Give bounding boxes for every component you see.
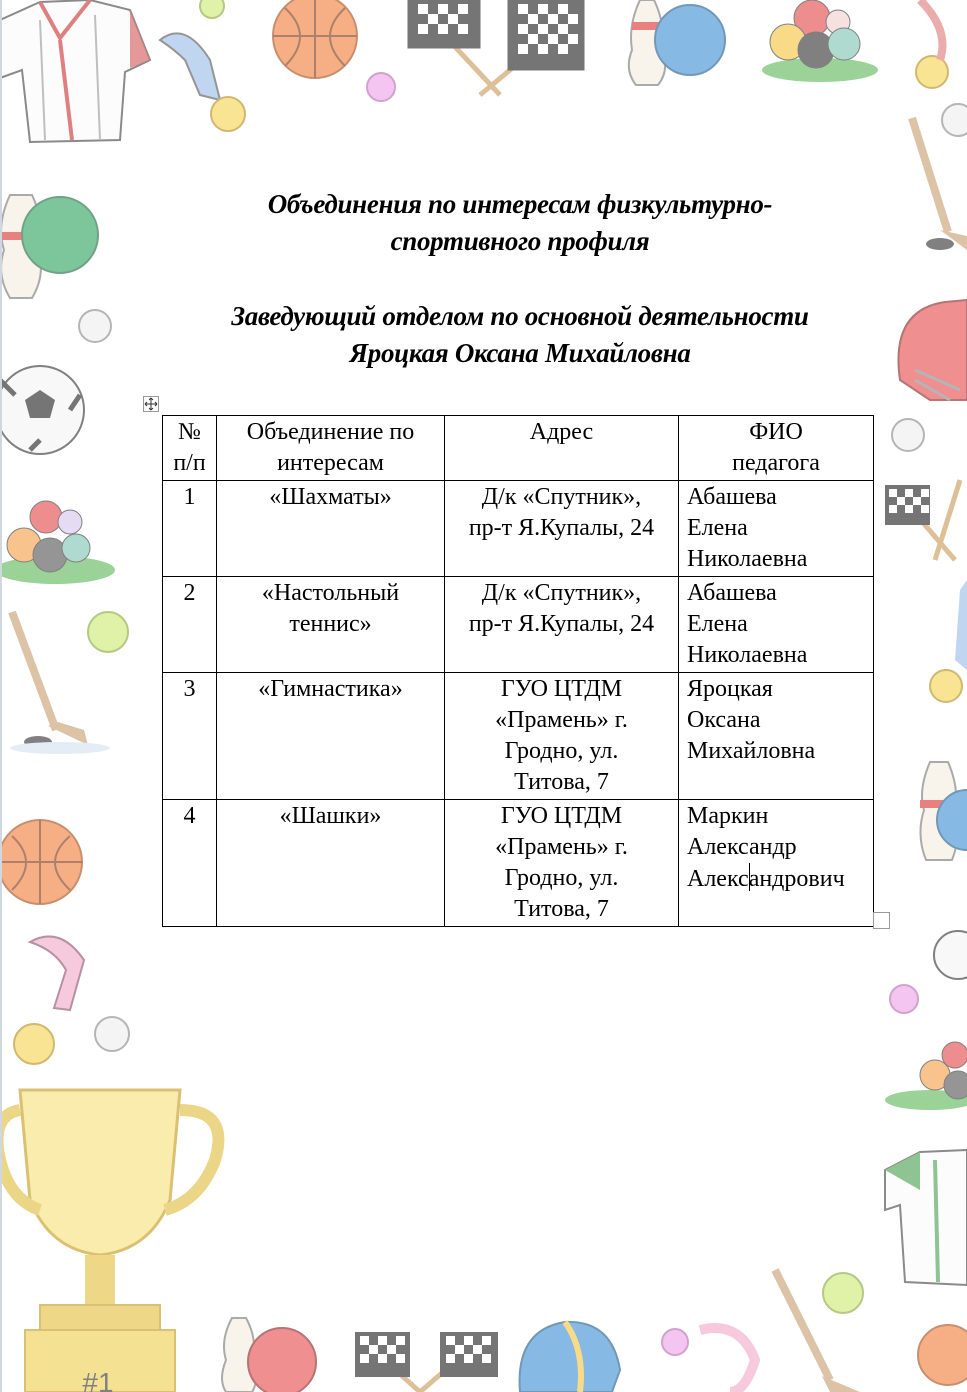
helmet-bottom-icon: [520, 1322, 620, 1392]
document-title-line-1: Объединения по интересам физкультурно-: [267, 189, 773, 219]
teacher-surname: Маркин: [687, 803, 769, 829]
address-line: ГУО ЦТДМ: [500, 803, 623, 829]
helmet-right-icon: [898, 300, 967, 400]
teacher-cell[interactable]: [679, 800, 874, 927]
document-title-line-2: спортивного профиля: [390, 226, 650, 256]
document-title: [150, 186, 890, 260]
soccer-ball-icon: [0, 366, 84, 454]
association-cell[interactable]: [217, 673, 445, 800]
teacher-surname: Яроцкая: [687, 676, 773, 702]
bowling-icon: [629, 0, 725, 85]
basketball-icon: [273, 0, 357, 78]
row-number-cell[interactable]: [163, 673, 217, 800]
address-line: Титова, 7: [514, 769, 609, 795]
trophy-icon: [0, 1090, 218, 1392]
move-arrows-icon: [144, 397, 158, 411]
address-line: Титова, 7: [514, 896, 609, 922]
association-name: «Шашки»: [279, 803, 382, 829]
table-move-handle[interactable]: [143, 396, 159, 412]
header-address-text: Адрес: [529, 419, 594, 445]
billiard-balls-right-icon: [885, 1042, 967, 1110]
checkered-flags-bottom-icon: [355, 1332, 498, 1392]
basketball-left-icon: [0, 820, 82, 904]
teacher-first-name: Елена: [687, 515, 748, 541]
address-line: Д/к «Спутник»,: [481, 484, 642, 510]
billiard-balls-left-icon: [0, 501, 115, 584]
department-head-name: Яроцкая Оксана Михайловна: [349, 338, 691, 368]
checkered-flags-right-icon: [885, 480, 960, 560]
teacher-patronymic: Михайловна: [687, 738, 816, 764]
checkered-flags-icon: [408, 0, 584, 95]
association-cell[interactable]: [217, 481, 445, 577]
jersey-right-icon: [885, 1150, 967, 1285]
row-number: 2: [183, 580, 196, 606]
hockey-stick-icon: [912, 118, 967, 250]
header-association-line1: Объединение по: [246, 419, 415, 445]
teacher-first-name: Елена: [687, 611, 748, 637]
table-resize-handle[interactable]: [873, 912, 890, 929]
address-line: «Прамень» г.: [495, 834, 628, 860]
address-line: пр-т Я.Купалы, 24: [468, 611, 655, 637]
address-line: Гродно, ул.: [504, 865, 619, 891]
teacher-first-name: Александр: [687, 834, 797, 860]
header-teacher[interactable]: [679, 416, 874, 481]
teacher-cell[interactable]: [679, 577, 874, 673]
teacher-patronymic: Николаевна: [687, 546, 808, 572]
address-cell[interactable]: [445, 481, 679, 577]
association-name: теннис»: [289, 611, 372, 637]
header-number-line2: п/п: [173, 450, 206, 476]
teacher-first-name: Оксана: [687, 707, 761, 733]
teacher-cell[interactable]: [679, 673, 874, 800]
association-cell[interactable]: [217, 800, 445, 927]
table-header-row: [163, 416, 874, 481]
header-number[interactable]: [163, 416, 217, 481]
header-teacher-line1: ФИО: [749, 419, 803, 445]
medal-left-icon: [14, 936, 84, 1064]
teacher-surname: Абашева: [687, 484, 777, 510]
address-line: пр-т Я.Купалы, 24: [468, 515, 655, 541]
bowling-pin-left-icon: [1, 195, 98, 298]
billiard-balls-icon: [762, 0, 878, 82]
table-row: [163, 481, 874, 577]
row-number-cell[interactable]: [163, 577, 217, 673]
table-row: [163, 577, 874, 673]
bowling-bottom-icon: [222, 1318, 316, 1392]
teacher-patronymic-end: андрович: [748, 866, 845, 892]
teacher-surname: Абашева: [687, 580, 777, 606]
trophy-label: #1: [82, 1367, 114, 1392]
address-line: «Прамень» г.: [495, 707, 628, 733]
table-row: [163, 673, 874, 800]
address-cell[interactable]: [445, 673, 679, 800]
department-head: [150, 298, 890, 372]
association-name: «Шахматы»: [269, 484, 392, 510]
address-line: Д/к «Спутник»,: [481, 580, 642, 606]
row-number-cell[interactable]: [163, 800, 217, 927]
medal-icon: [160, 33, 245, 131]
teacher-patronymic-start: Алекс: [687, 866, 749, 892]
header-address[interactable]: [445, 416, 679, 481]
header-association[interactable]: [217, 416, 445, 481]
associations-table: [162, 415, 874, 927]
bowling-pin-right-icon: [920, 762, 967, 860]
header-teacher-line2: педагога: [732, 450, 820, 476]
address-cell[interactable]: [445, 800, 679, 927]
teacher-cell[interactable]: [679, 481, 874, 577]
association-cell[interactable]: [217, 577, 445, 673]
table-row: [163, 800, 874, 927]
teacher-patronymic: Николаевна: [687, 642, 808, 668]
association-name: «Гимнастика»: [258, 676, 403, 702]
row-number-cell[interactable]: [163, 481, 217, 577]
department-head-position: Заведующий отделом по основной деятельности: [231, 301, 809, 331]
row-number: 3: [183, 676, 196, 702]
header-number-line1: №: [178, 419, 201, 445]
row-number: 4: [183, 803, 196, 829]
header-association-line2: интересам: [277, 450, 384, 476]
association-name: «Настольный: [261, 580, 400, 606]
jersey-icon: [0, 0, 150, 142]
address-line: ГУО ЦТДМ: [500, 676, 623, 702]
address-cell[interactable]: [445, 577, 679, 673]
page-left-edge: [0, 0, 2, 1392]
row-number: 1: [183, 484, 196, 510]
address-line: Гродно, ул.: [504, 738, 619, 764]
